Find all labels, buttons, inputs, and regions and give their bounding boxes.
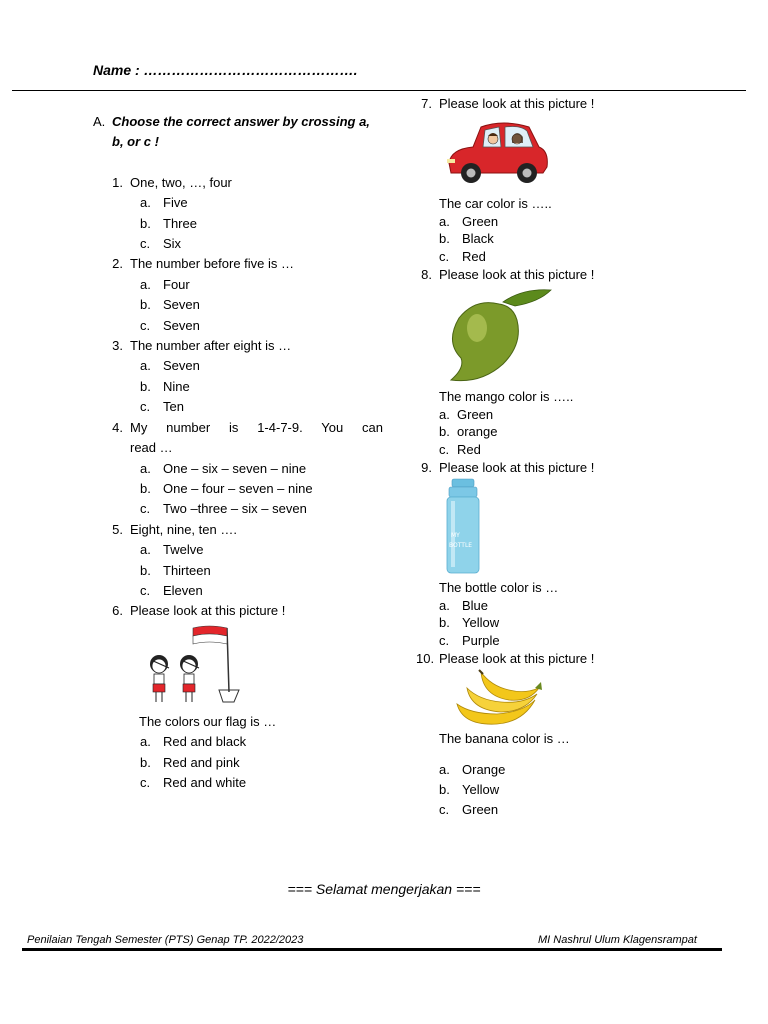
question-number: 2. [112, 256, 123, 272]
section-letter: A. [93, 114, 106, 129]
footer-exam-title: Penilaian Tengah Semester (PTS) Genap TP. 2022/2023 [27, 934, 304, 946]
section-instruction [93, 112, 383, 153]
option-a[interactable]: a. One – six – seven – nine [140, 460, 307, 476]
question-number: 8. [421, 266, 432, 282]
question-text: Please look at this picture ! [439, 650, 595, 666]
option-b[interactable]: b. orange [439, 424, 498, 440]
question-8 [416, 266, 716, 459]
banana-picture [453, 668, 543, 730]
option-b[interactable]: b. Seven [140, 297, 200, 313]
top-divider [12, 90, 746, 91]
option-b[interactable]: b. Nine [140, 378, 190, 394]
children-flag-picture [139, 622, 249, 712]
option-c[interactable]: c. Eleven [140, 582, 203, 598]
bottle-label-line-2: BOTTLE [449, 541, 473, 549]
option-c[interactable]: c. Seven [140, 317, 200, 333]
question-text: Please look at this picture ! [130, 603, 286, 619]
picture-question: The colors our flag is … [139, 713, 277, 729]
question-4 [93, 418, 383, 520]
question-number: 5. [112, 521, 123, 537]
option-a[interactable]: a. Orange [439, 761, 506, 777]
option-a[interactable]: a. Green [439, 213, 499, 229]
blue-bottle-icon [443, 477, 483, 577]
instruction-text: Choose the correct answer by crossing a, b, or c ! [112, 114, 370, 150]
mango-picture [443, 284, 553, 388]
option-c[interactable]: c. Red and white [140, 774, 247, 790]
option-a[interactable]: a. Green [439, 406, 494, 422]
option-b[interactable]: b. One – four – seven – nine [140, 480, 313, 496]
question-9 [416, 459, 716, 650]
picture-question: The banana color is … [439, 730, 570, 746]
question-text-continued: read … [130, 440, 173, 456]
option-c[interactable]: c. Two –three – six – seven [140, 501, 307, 517]
question-text: Please look at this picture ! [439, 96, 595, 111]
question-number: 6. [112, 603, 123, 619]
option-a[interactable]: a. Blue [439, 597, 489, 613]
option-a[interactable]: a. Five [140, 195, 188, 211]
option-a[interactable]: a. Four [140, 276, 190, 292]
bottle-picture [443, 477, 483, 579]
footer-school-name: MI Nashrul Ulum Klagensrampat [538, 934, 697, 946]
question-text: Please look at this picture ! [439, 266, 595, 282]
picture-question: The car color is ….. [439, 195, 552, 211]
option-c[interactable]: c. Red [439, 442, 481, 458]
option-b[interactable]: b. Yellow [439, 615, 500, 631]
picture-question: The mango color is ….. [439, 388, 574, 404]
option-a[interactable]: a. Red and black [140, 734, 247, 750]
option-b[interactable]: b. Yellow [439, 781, 500, 797]
picture-question: The bottle color is … [439, 579, 559, 595]
option-c[interactable]: c. Six [140, 236, 182, 252]
question-text: Eight, nine, ten …. [130, 521, 237, 537]
question-number: 3. [112, 338, 123, 354]
question-text: My number is 1-4-7-9. You can [130, 419, 383, 435]
option-b[interactable]: b. Three [140, 215, 197, 231]
question-text: The number before five is … [130, 256, 295, 272]
question-2 [93, 254, 383, 336]
question-10 [416, 650, 716, 821]
question-number: 7. [421, 96, 432, 111]
question-number: 4. [112, 419, 123, 435]
right-column [416, 95, 716, 821]
question-number: 1. [112, 174, 123, 190]
option-c[interactable]: c. Red [439, 249, 486, 265]
question-6 [93, 601, 383, 793]
left-column [93, 112, 383, 793]
question-text: One, two, …, four [130, 174, 232, 190]
bottle-label-line-1: MY [451, 531, 460, 539]
bottom-divider [22, 948, 722, 951]
option-a[interactable]: a. Twelve [140, 542, 204, 558]
option-b[interactable]: b. Black [439, 231, 494, 247]
bananas-icon [453, 668, 543, 730]
option-b[interactable]: b. Thirteen [140, 562, 211, 578]
option-a[interactable]: a. Seven [140, 358, 200, 374]
option-c[interactable]: c. Ten [140, 399, 184, 415]
question-number: 10. [416, 650, 435, 666]
option-c[interactable]: c. Purple [439, 633, 500, 649]
question-text: Please look at this picture ! [439, 459, 595, 475]
question-1 [93, 173, 383, 255]
children-saluting-flag-icon [139, 622, 249, 710]
question-3 [93, 336, 383, 418]
closing-message: === Selamat mengerjakan === [287, 881, 481, 897]
option-b[interactable]: b. Red and pink [140, 754, 240, 770]
question-number: 9. [421, 459, 432, 475]
question-5 [93, 520, 383, 602]
car-picture [443, 113, 553, 195]
option-c[interactable]: c. Green [439, 802, 499, 818]
red-car-icon [443, 113, 553, 193]
name-field-label: Name : ………………………………………. [93, 62, 358, 78]
green-mango-icon [443, 284, 553, 386]
question-text: The number after eight is … [130, 338, 292, 354]
question-7 [416, 95, 716, 266]
